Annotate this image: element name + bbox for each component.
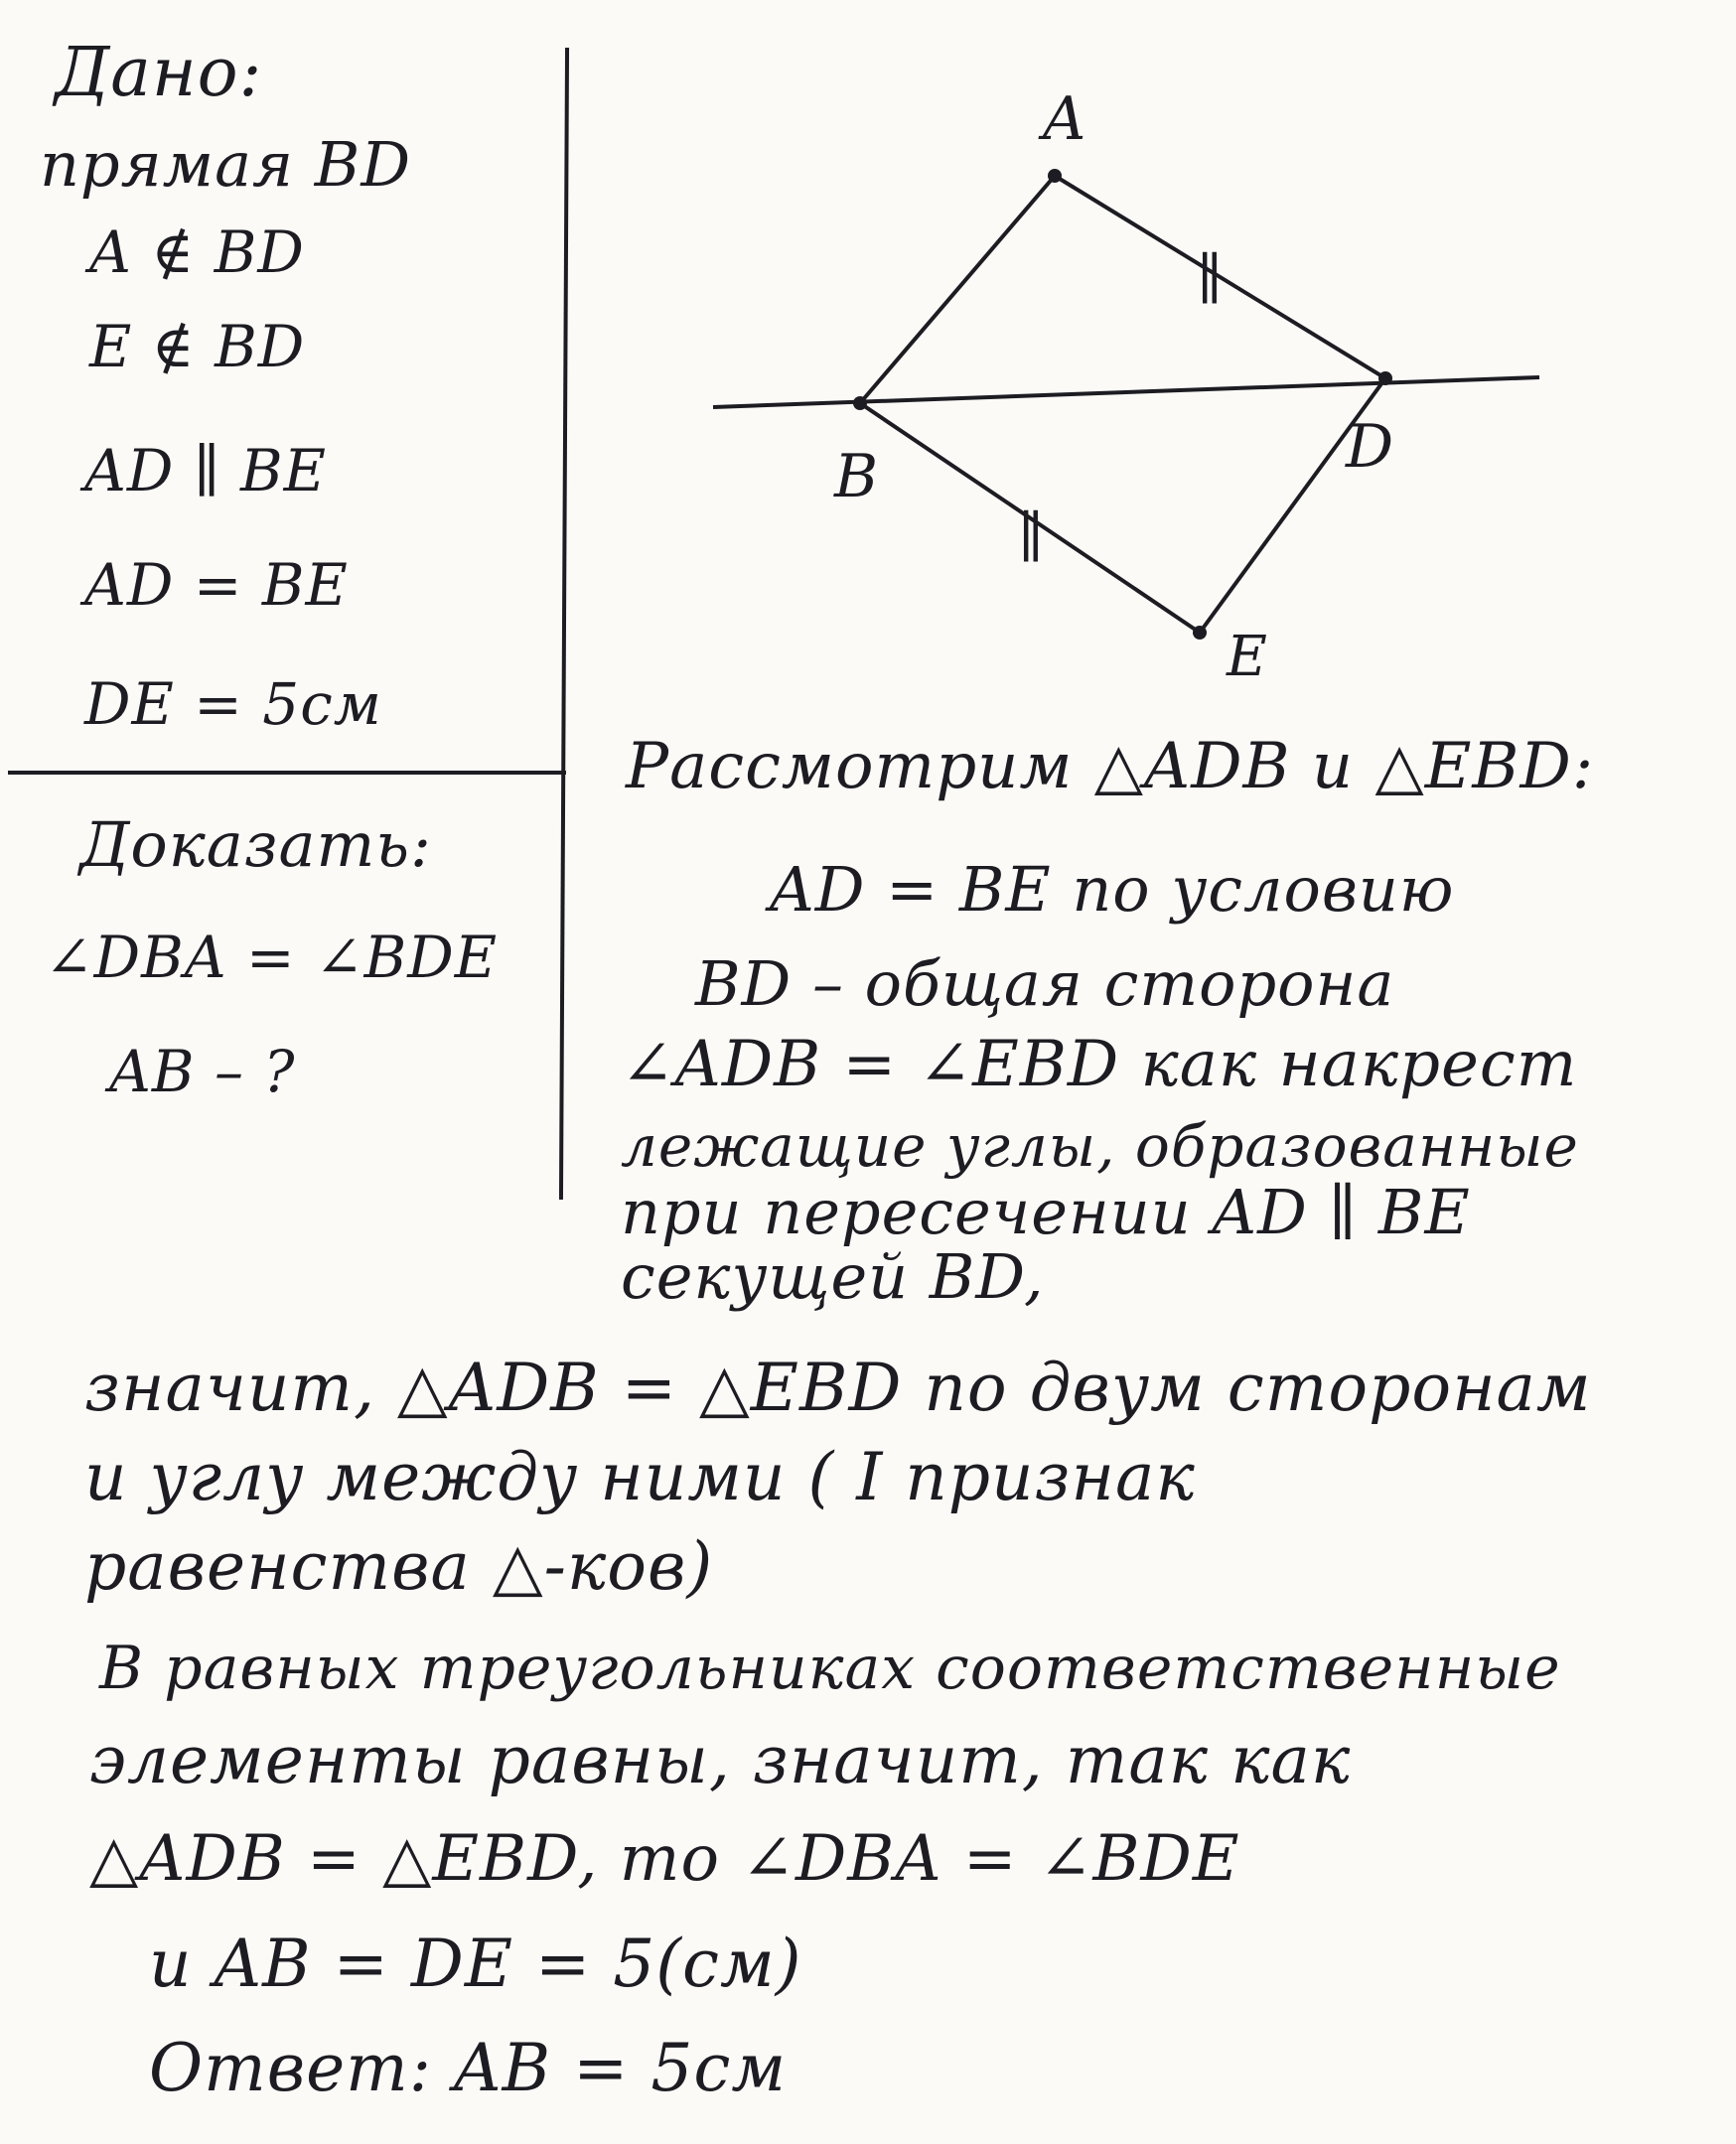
- label-b: B: [834, 442, 879, 511]
- solution-line: △ADB = △EBD, то ∠DBA = ∠BDE: [89, 1822, 1240, 1896]
- solution-line: BD – общая сторона: [695, 947, 1395, 1020]
- given-line: AD = BE: [84, 551, 349, 619]
- solution-line: лежащие углы, образованные: [621, 1112, 1579, 1180]
- given-line: AD ∥ BE: [84, 437, 328, 504]
- solution-line: AD = BE по условию: [770, 853, 1455, 926]
- solution-line: В равных треугольниках соответственные: [99, 1634, 1561, 1703]
- point-e: [1193, 626, 1207, 640]
- segment-ab: [860, 176, 1055, 403]
- solution-line: секущей BD,: [621, 1240, 1045, 1313]
- given-line: DE = 5см: [84, 670, 382, 738]
- line-bd: [713, 377, 1539, 407]
- given-heading: Дано:: [55, 34, 263, 112]
- given-line: A ∉ BD: [89, 218, 305, 286]
- given-line: E ∉ BD: [89, 313, 306, 380]
- point-a: [1048, 169, 1062, 183]
- prove-heading: Доказать:: [79, 808, 432, 881]
- label-e: E: [1227, 625, 1267, 689]
- answer-line: Ответ: AB = 5см: [149, 2030, 788, 2106]
- prove-line: ∠DBA = ∠BDE: [45, 924, 499, 991]
- solution-line: Рассмотрим △ADB и △EBD:: [626, 730, 1595, 803]
- solution-line: элементы равны, значит, так как: [89, 1722, 1352, 1798]
- solution-line: значит, △ADB = △EBD по двум сторонам: [84, 1350, 1592, 1426]
- given-line: прямая BD: [40, 128, 412, 201]
- solution-line: ∠ADB = ∠EBD как накрест: [621, 1028, 1578, 1101]
- label-a: A: [1043, 84, 1086, 154]
- label-d: D: [1346, 412, 1394, 482]
- point-b: [853, 396, 867, 410]
- point-d: [1378, 371, 1392, 385]
- solution-line: при пересечении AD ∥ BE: [621, 1176, 1471, 1248]
- tick-mark-be: ∥: [1018, 505, 1044, 570]
- solution-line: и AB = DE = 5(см): [149, 1926, 802, 2002]
- solution-line: и углу между ними ( I признак: [84, 1439, 1196, 1515]
- tick-mark-ad: ∥: [1197, 247, 1223, 312]
- solution-line: равенства △-ков): [84, 1528, 714, 1605]
- prove-line: AB – ?: [109, 1038, 296, 1105]
